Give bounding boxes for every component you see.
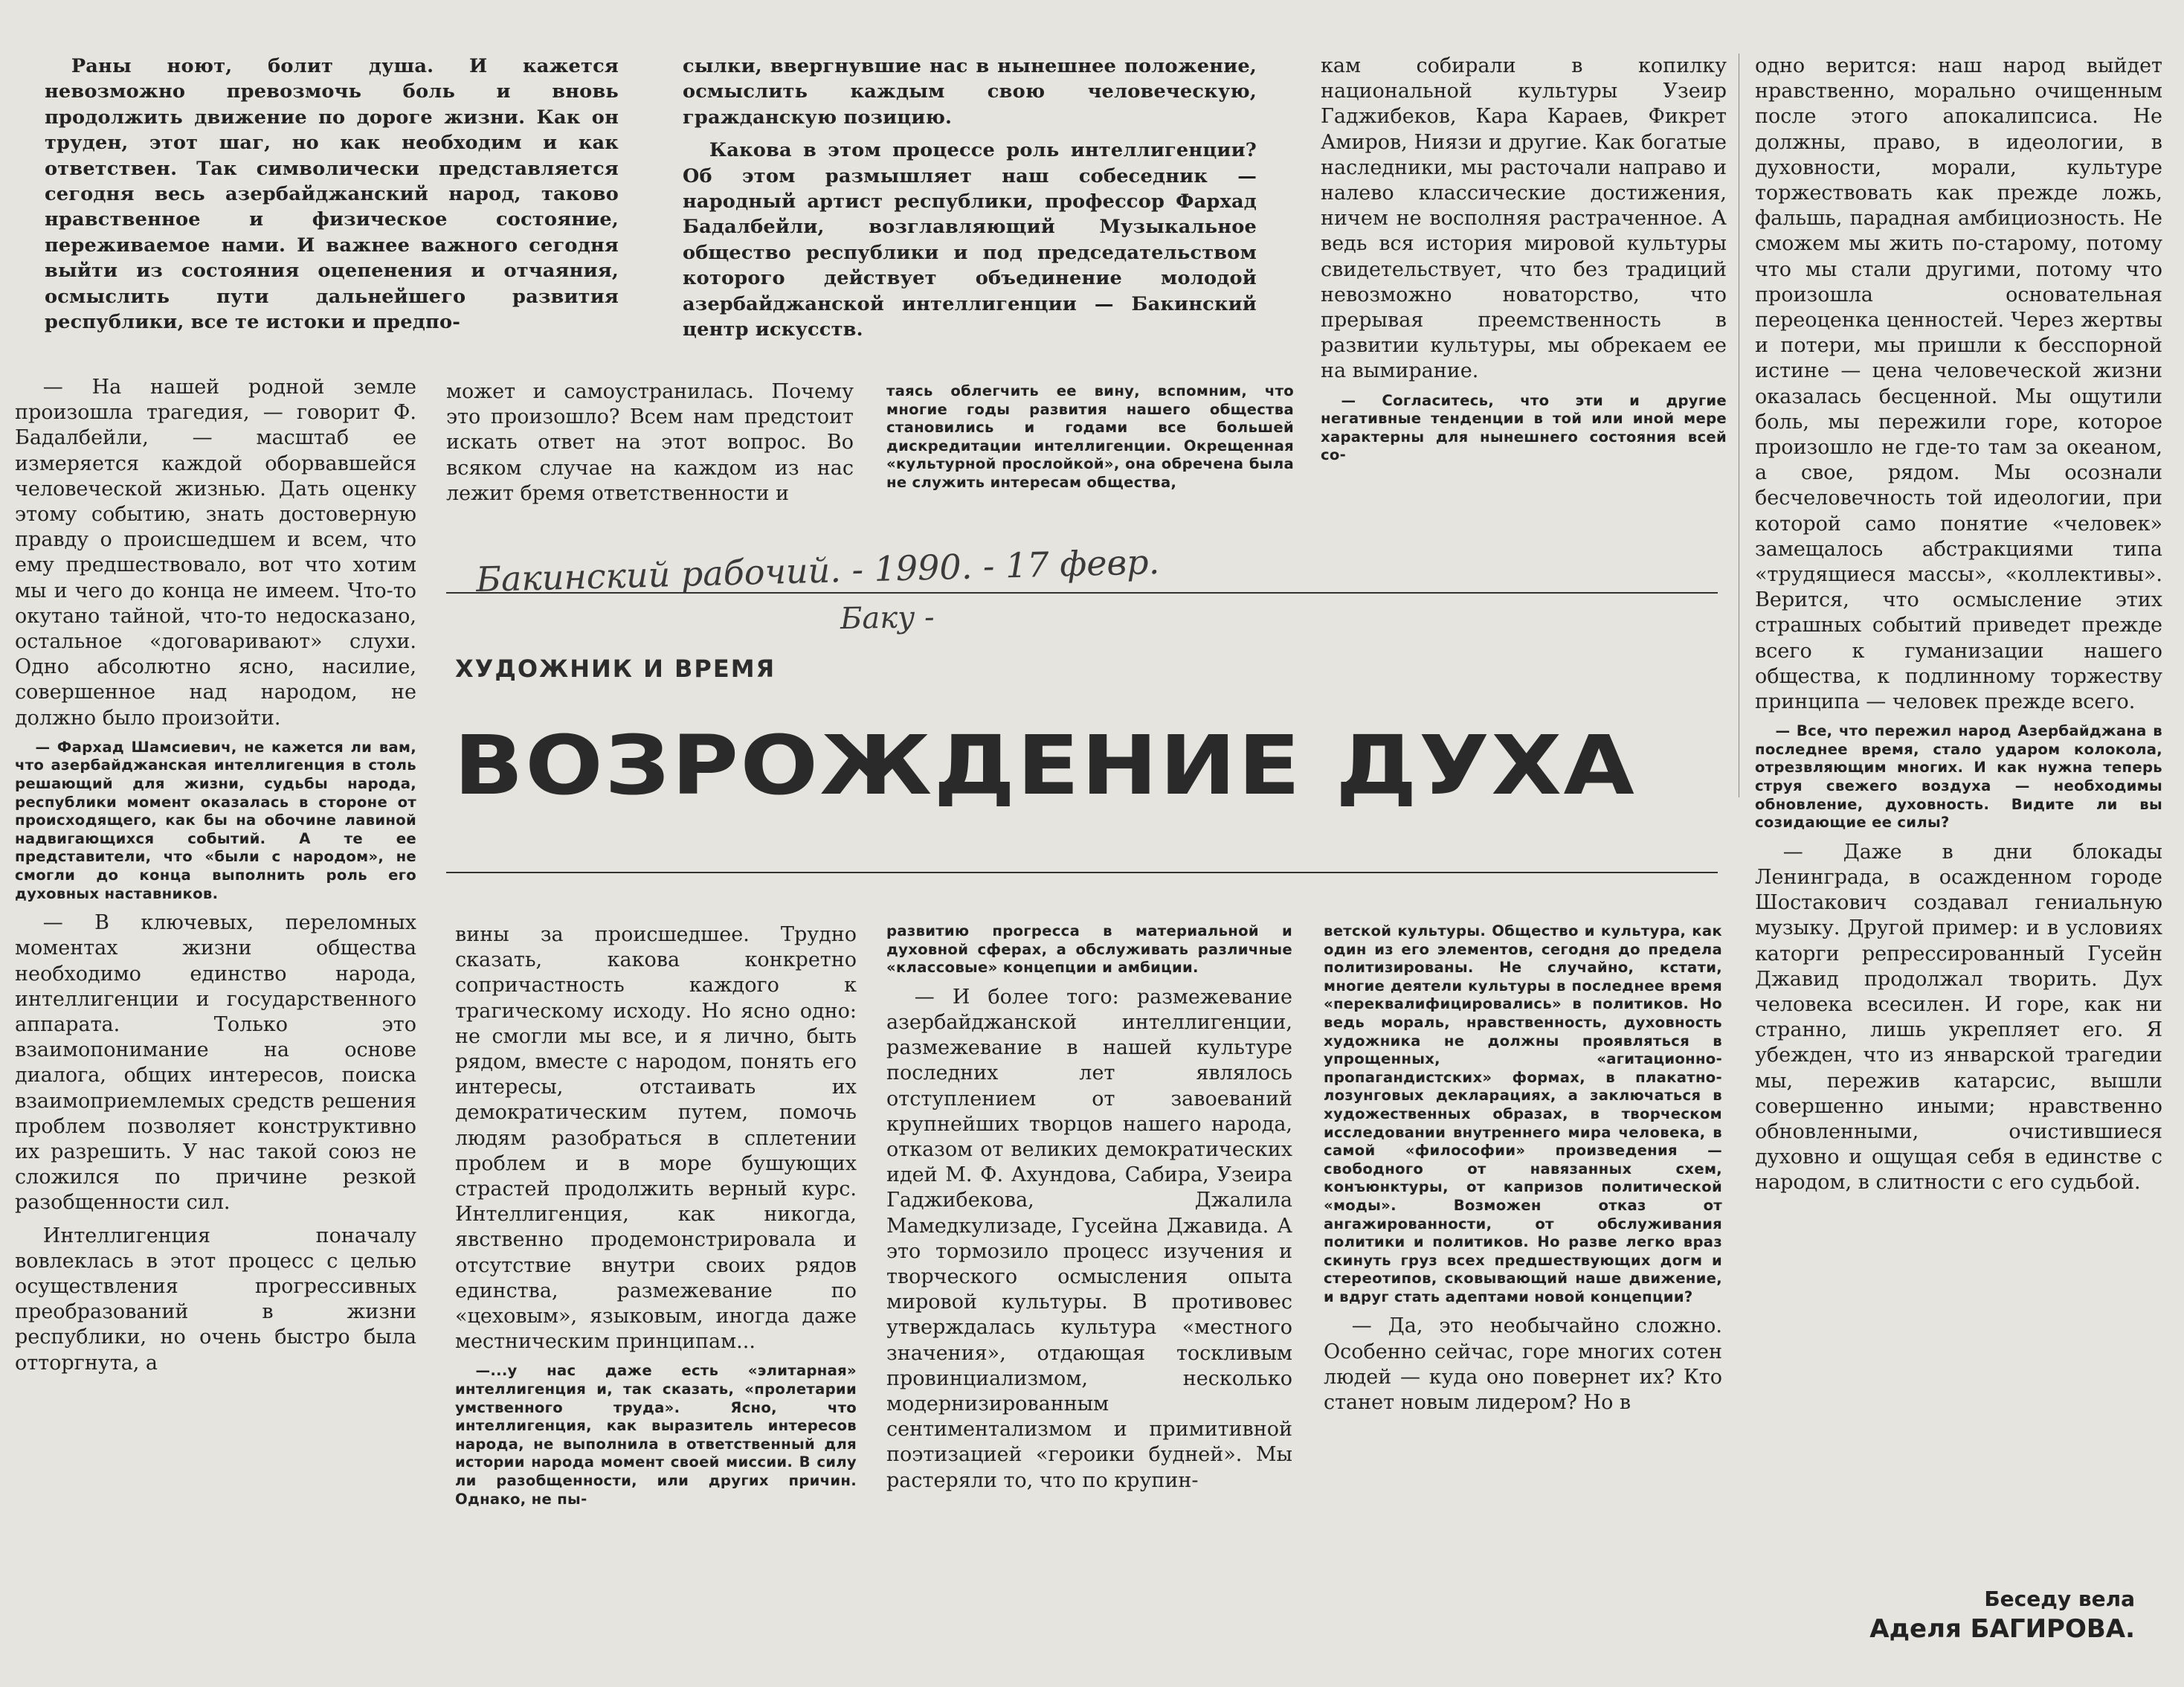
intro-paragraph: Раны ноют, болит душа. И кажется невозможно превозмочь боль и вновь продолжить движение по дороге жизни. Как он труден, этот шаг, но как необходим и как ответствен. Так символически представляется сегодня весь азербайджанский народ, таково нравственное и физическое состояние, переживаемое нами. И важнее важного сегодня выйти из состояния оцепенения и отчаяния, осмыслить пути дальнейшего развития республики, все те истоки и предпо- [45,55,619,334]
column-3-top [1321,54,1727,470]
colA-paragraph-3: Интеллигенция поначалу вовлеклась в этот процесс с целью осуществления прогрессивных преобразований в жизни республики, но очень быстро была отторгнута, а [15,1224,416,1375]
colB-question: —...у нас даже есть «элитарная» интеллигенция и, так сказать, «пролетарии умственного труда». Ясно, что интеллигенция, как выразитель интересов народа, не выполнила в ответственный для истории народа момент своей миссии. В силу ли разобщенности, или других причин. Однако, не пы- [455,1362,857,1508]
intro-paragraph-cont: сылки, ввергнувшие нас в нынешнее положение, осмыслить каждым свою человеческую, гражданскую позицию. [683,55,1257,129]
col4-question: — Все, что пережил народ Азербайджана в последнее время, стало ударом колокола, отрезвляющим многих. И как нужна теперь струя свежего воздуха — необходимы обновление, духовность. Видите ли вы созидающие ее силы? [1755,722,2162,832]
headline: ВОЗРОЖДЕНИЕ ДУХА [454,718,1637,813]
handwritten-city-note: Баку - [840,600,935,637]
colD-question-cont: ветской культуры. Общество и культура, как один из его элементов, сегодня до предела политизированы. Не случайно, кстати, многие деятели культуры в последнее время «переквалифицировались» в политиков. Но ведь мораль, нравственность, духовность художника не должны проявляться в упрощенных, «агитационно-пропагандистских» формах, в плакатно-лозунговых декларациях, а заключаться в художественных образах, в творческом исследовании внутреннего мира человека, в самой «философии» произведения — свободного от навязанных схем, конъюнктуры, от капризов политической «моды». Возможен отказ от ангажированности, от обслуживания политики и политиков. Но разве легко враз скинуть груз всех предшествующих догм и стереотипов, сковывающий наше движение, и вдруг стать адептами новой концепции? [1324,922,1722,1305]
col3-paragraph: кам собирали в копилку национальной культуры Узеир Гаджибеков, Кара Караев, Фикрет Амиров, Ниязи и другие. Как богатые наследники, мы расточали направо и налево классические достижения, ничем не восполняя растраченное. А ведь вся история мировой культуры свидетельствует, что без традиций невозможно новаторство, что прерывая преемственность в развитии культуры, мы обрекаем ее на вымирание. [1321,54,1727,383]
rubric-label: ХУДОЖНИК И ВРЕМЯ [455,655,776,683]
colC-question-cont: развитию прогресса в материальной и духовной сферах, а обслуживать различные «классовые» концепции и амбиции. [886,922,1292,977]
column-A [15,375,416,1669]
col4-paragraph-1: одно верится: наш народ выйдет нравственно, морально очищенным после этого апокалипсиса. Не должны, право, в идеологии, в духовности, морали, культуре торжествовать как прежде ложь, фальшь, парадная амбициозность. Не сможем мы жить по-старому, потому что мы стали другими, потому что произошла основательная переоценка ценностей. Через жертвы и потери, мы пришли к бесспорной истине — цена человеческой жизни оказалась бесценной. Мы ощутили боль, мы пережили горе, которое произошло не где-то там за океаном, а свое, рядом. Мы осознали бесчеловечность той идеологии, при которой само понятие «человек» замещалось абстракциями типа «трудящиеся массы», «коллективы». Верится, что осмысление этих страшных событий приведет прежде всего к гуманизации нашего общества, к подлинному торжеству принципа — человек прежде всего. [1755,54,2162,714]
colA-question: — Фархад Шамсиевич, не кажется ли вам, что азербайджанская интеллигенция в столь решающий для жизни, судьбы народа, республики момент оказалась в стороне от происходящего, как бы на обочине лавиной надвигающихся событий. А те ее представители, что «были с народом», не смогли до конца выполнить роль его духовных наставников. [15,738,416,902]
intro-col-2 [683,54,1257,373]
column-D [1324,922,1722,1659]
colD-paragraph-1: — Да, это необычайно сложно. Особенно сейчас, горе многих сотен людей — куда оно повернет их? Кто станет новым лидером? Но в [1324,1314,1722,1415]
col3-question: — Согласитесь, что эти и другие негативные тенденции в той или иной мере характерны для нынешнего состояния всей со- [1321,391,1727,464]
intro-paragraph-2: Какова в этом процессе роль интеллигенции? Об этом размышляет наш собеседник — народный артист республики, профессор Фархад Бадалбейли, возглавляющий Музыкальное общество республики и под председательством которого действует объединение молодой азербайджанской интеллигенции — Бакинский центр искусств. [683,139,1257,341]
colC-paragraph-1: — И более того: размежевание азербайджанской интеллигенции, размежевание в нашей культуре последних лет являлось отступлением от завоеваний крупнейших творцов нашего народа, отказом от великих демократических идей М. Ф. Ахундова, Сабира, Узеира Гаджибекова, Джалила Мамедкулизаде, Гусейна Джавида. А это тормозило процесс изучения и творческого осмысления опыта мировой культуры. В противовес утверждалась культура «местного значения», отдающая тоскливым провинциализмом, несколько модернизированным сентиментализмом и примитивной поэтизацией «героики будней». Мы растеряли то, что по крупин- [886,985,1292,1492]
headline-bottom-rule [446,872,1718,873]
column-B-top [446,379,854,558]
column-C [886,922,1292,1659]
col4-paragraph-2: — Даже в дни блокады Ленинграда, в осажденном городе Шостакович создавал гениальную музыку. Другой пример: и в условиях каторги репрессированный Гусейн Джавид продолжал творить. Дух человека всесилен. И горе, как ни странно, лишь укрепляет его. Я убежден, что из январской трагедии мы, пережив катарсис, вышли совершенно иными; нравственно обновленными, очистившиеся духовно и ощущая себя в единстве с народом, в слитности с его судьбой. [1755,840,2162,1195]
column-B [455,922,857,1659]
colB-paragraph-1: вины за происшедшее. Трудно сказать, какова конкретно сопричастность каждого к трагическому исходу. Но ясно одно: не смогли мы все, и я лично, быть рядом, вместе с народом, понять его интересы, отстаивать их демократическим путем, помочь людям разобраться в сплетении проблем и в море бушующих страстей продолжить верный курс. Интеллигенция, как никогда, явственно продемонстрировала и отсутствие внутри своих рядов единства, размежевание по «цеховым», языковым, иногда даже местническим принципам... [455,923,857,1354]
colB-top-paragraph: может и самоустранилась. Почему это произошло? Всем нам предстоит искать ответ на этот вопрос. Во всяком случае на каждом из нас лежит бремя ответственности и [446,380,854,505]
column-C-top [886,382,1294,553]
intro-col-1 [45,54,619,373]
colA-paragraph-1: — На нашей родной земле произошла трагедия, — говорит Ф. Бадалбейли, — масштаб ее измеряется каждой оборвавшейся человеческой жизнью. Дать оценку этому событию, знать достоверную правду о происшедшем и всем, что ему предшествовало, вот что хотим мы и чего до конца не имеем. Что-то окутано тайной, что-то недосказано, остальное «договаривают» слухи. Одно абсолютно ясно, насилие, совершенное над народом, не должно было произойти. [15,376,416,730]
colC-top-question: таясь облегчить ее вину, вспомним, что многие годы развития нашего общества становились и годами все большей дискредитации интеллигенции. Окрещенная «культурной прослойкой», она обречена была не служить интересам общества, [886,382,1294,491]
colA-paragraph-2: — В ключевых, переломных моментах жизни общества необходимо единство народа, интеллигенции и государственного аппарата. Только это взаимопонимание на основе диалога, общих интересов, поиска взаимоприемлемых средств решения проблем позволяет конструктивно их разрешить. У нас такой союз не сложился по причине резкой разобщенности сил. [15,911,416,1215]
byline [1823,1584,2135,1644]
byline-author: Аделя БАГИРОВА. [1869,1614,2135,1644]
byline-label: Беседу вела [1984,1587,2135,1611]
handwritten-source-note: Бакинский рабочий. - 1990. - 17 февр. [475,541,1160,600]
